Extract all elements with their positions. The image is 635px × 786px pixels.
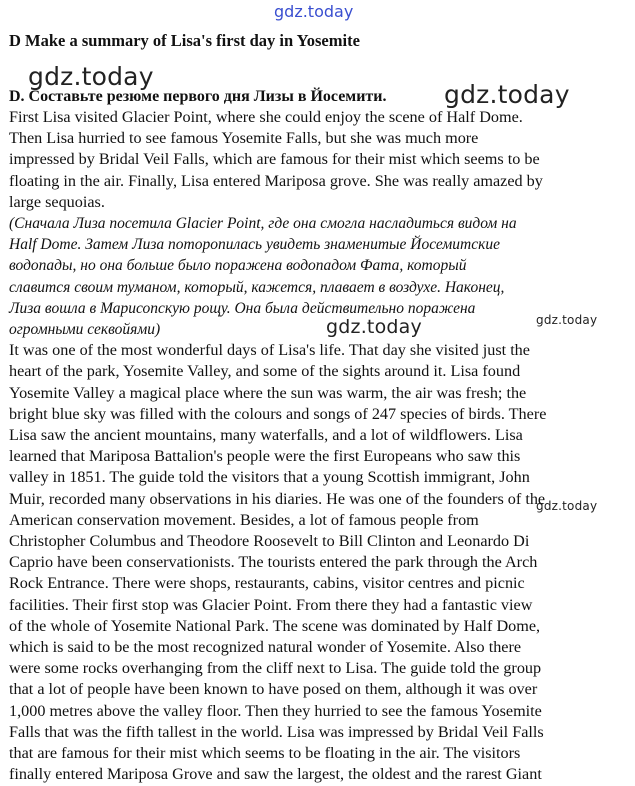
text-line: Rock Entrance. There were shops, restaurants, cabins, visitor centres and picnic [9,574,525,593]
text-line: Lisa saw the ancient mountains, many waterfalls, and a lot of wildflowers. Lisa [9,426,523,445]
text-line: large sequoias. [9,192,105,211]
text-line: of the whole of Yosemite National Park. The scene was dominated by Half Dome, [9,616,541,635]
watermark-top: gdz.today [274,2,354,21]
watermark-large-right: gdz.today [444,80,570,109]
text-line: Caprio have been conservationists. The tourists entered the park through the Arch [9,553,538,572]
text-line: Muir, recorded many observations in his diaries. He was one of the founders of the [9,489,546,508]
full-text-paragraph [9,340,629,785]
text-line: heart of the park, Yosemite Valley, and some of the sights around it. Lisa found [9,362,521,381]
text-line: valley in 1851. The guide told the visitors that a young Scottish immigrant, John [9,468,530,487]
text-line: Half Dome. Затем Лиза поторопилась увидеть знаменитые Йосемитские [9,236,500,254]
watermark-large-left: gdz.today [28,62,154,91]
text-line: facilities. Their first stop was Glacier Point. From there they had a fantastic view [9,595,533,614]
text-line: Falls that was the fifth tallest in the world. Lisa was impressed by Bridal Veil Falls [9,722,544,741]
text-line: Лиза вошла в Марисопскую рощу. Она была действительно поражена [9,299,476,317]
text-line: floating in the air. Finally, Lisa entered Mariposa grove. She was really amazed by [9,171,543,190]
text-line: славится своим туманом, который, кажется, плавает в воздухе. Наконец, [9,278,505,296]
text-line: American conservation movement. Besides, a lot of famous people from [9,510,479,529]
document-content [9,30,629,786]
summary-english [9,107,629,213]
summary-russian-translation [9,213,629,340]
text-line: that are famous for their mist which seems to be floating in the air. The visitors [9,744,521,763]
task-title-russian: D. Составьте резюме первого дня Лизы в Йосемити. [9,88,387,105]
text-line: 1,000 metres above the valley floor. Then they hurried to see the famous Yosemite [9,701,542,720]
text-line: which is said to be the most recognized natural wonder of Yosemite. Also there [9,638,522,657]
text-line: водопады, но она больше было поражена водопадом Фата, который [9,257,467,275]
text-line: огромными секвойями) [9,321,161,339]
text-line: were some rocks overhanging from the cliff next to Lisa. The guide told the group [9,659,542,678]
watermark-small-right-1: gdz.today [536,313,598,327]
watermark-middle: gdz.today [326,316,422,338]
watermark-small-right-2: gdz.today [536,499,598,513]
text-line: learned that Mariposa Battalion's people were the first Europeans who saw this [9,447,521,466]
text-line: Christopher Columbus and Theodore Roosevelt to Bill Clinton and Leonardo Di [9,532,530,551]
text-line: It was one of the most wonderful days of Lisa's life. That day she visited just the [9,341,530,360]
text-line: impressed by Bridal Veil Falls, which are famous for their mist which seems to be [9,150,540,169]
text-line: First Lisa visited Glacier Point, where she could enjoy the scene of Half Dome. [9,108,523,126]
text-line: Then Lisa hurried to see famous Yosemite Falls, but she was much more [9,129,479,148]
text-line: finally entered Mariposa Grove and saw the largest, the oldest and the rarest Giant [9,765,542,784]
text-line: that a lot of people have been known to have posed on them, although it was over [9,680,538,699]
text-line: bright blue sky was filled with the colours and songs of 247 species of birds. There [9,404,547,423]
task-title-english: D Make a summary of Lisa's first day in Yosemite [9,31,360,50]
text-line: (Сначала Лиза посетила Glacier Point, где она смогла насладиться видом на [9,215,517,233]
text-line: Yosemite Valley a magical place where the sun was warm, the air was fresh; the [9,383,527,402]
